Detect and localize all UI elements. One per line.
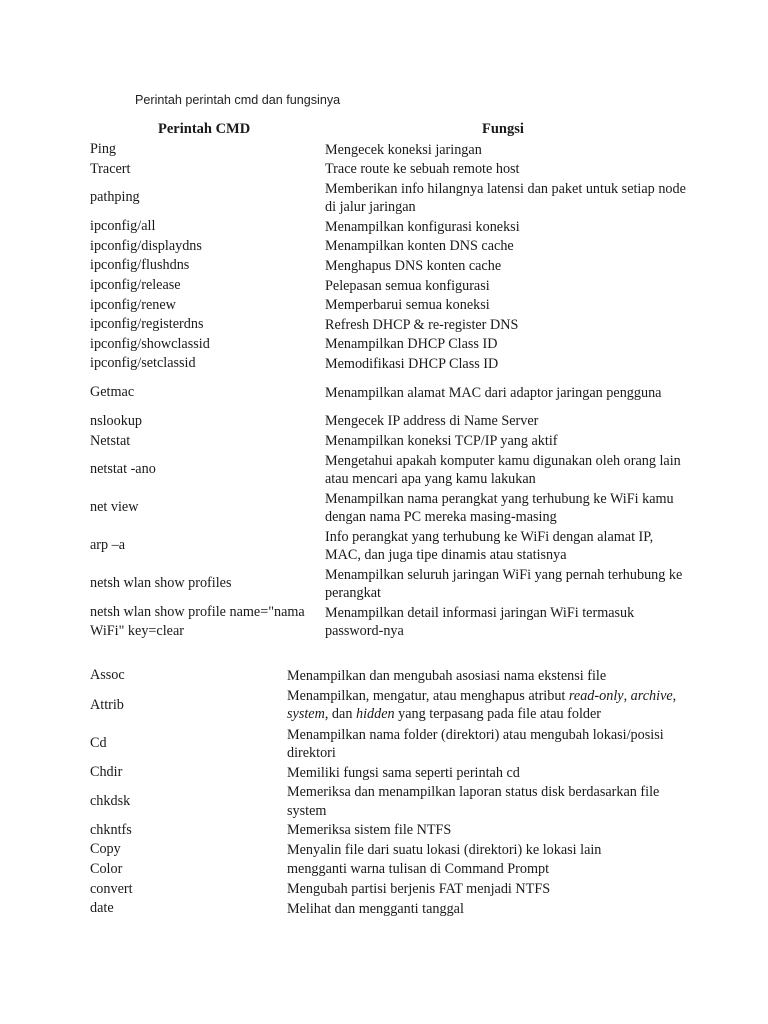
table-row — [90, 821, 690, 841]
command-cell: Cd — [90, 735, 107, 752]
function-cell: Menyalin file dari suatu lokasi (direktori) ke lokasi lain — [287, 841, 602, 858]
column-header-command: Perintah CMD — [158, 121, 251, 137]
function-cell: Menampilkan nama perangkat yang terhubung ke WiFi kamu dengan nama PC mereka masing-masing — [325, 490, 674, 526]
command-cell: pathping — [90, 189, 140, 206]
table-row — [90, 217, 690, 237]
command-table-network — [90, 140, 690, 641]
table-row — [90, 686, 690, 726]
function-text: , — [672, 687, 677, 704]
table-row — [90, 603, 690, 641]
table-row — [90, 374, 690, 412]
command-cell: chkntfs — [90, 821, 132, 838]
command-cell: ipconfig/release — [90, 277, 181, 294]
function-cell: Menampilkan konfigurasi koneksi — [325, 218, 520, 235]
table-row — [90, 237, 690, 257]
function-cell: Mengecek IP address di Name Server — [325, 413, 539, 430]
command-cell: nslookup — [90, 412, 143, 429]
table-row — [90, 840, 690, 860]
table-row — [90, 256, 690, 276]
table-row — [90, 160, 690, 180]
table-row — [90, 179, 690, 217]
command-cell: netsh wlan show profile name="nama WiFi" key=clear — [90, 603, 309, 640]
function-cell: Info perangkat yang terhubung ke WiFi dengan alamat IP, MAC, dan juga tipe dinamis atau statisnya — [325, 528, 654, 564]
table-row — [90, 783, 690, 821]
column-header-function: Fungsi — [482, 121, 524, 137]
function-cell: Pelepasan semua konfigurasi — [325, 277, 490, 294]
function-cell: Memeriksa dan menampilkan laporan status disk berdasarkan file system — [287, 784, 660, 819]
function-cell: Memeriksa sistem file NTFS — [287, 822, 452, 839]
attribute-system: system — [287, 706, 325, 723]
command-cell: date — [90, 900, 114, 917]
function-cell: Menghapus DNS konten cache — [325, 257, 502, 274]
command-cell: chkdsk — [90, 792, 131, 809]
command-cell: Color — [90, 860, 123, 877]
command-cell: Attrib — [90, 696, 124, 713]
table-row — [90, 335, 690, 355]
command-cell: ipconfig/flushdns — [90, 257, 190, 274]
command-cell: Ping — [90, 141, 117, 158]
command-table-general — [90, 666, 690, 919]
function-cell: Melihat dan mengganti tanggal — [287, 900, 464, 917]
table-row — [90, 527, 690, 565]
function-text: , — [623, 687, 631, 704]
command-cell: convert — [90, 880, 133, 897]
command-cell: arp –a — [90, 537, 126, 554]
function-cell: mengganti warna tulisan di Command Prompt — [287, 861, 550, 878]
attribute-hidden: hidden — [355, 706, 395, 723]
function-cell: Menampilkan alamat MAC dari adaptor jaringan pengguna — [325, 384, 662, 401]
command-cell: ipconfig/registerdns — [90, 316, 204, 333]
table-row — [90, 276, 690, 296]
function-cell: Mengetahui apakah komputer kamu digunakan oleh orang lain atau mencari apa yang kamu lakukan — [325, 452, 681, 488]
command-cell: net view — [90, 499, 139, 516]
function-cell: Menampilkan nama folder (direktori) atau mengubah lokasi/posisi direktori — [287, 726, 664, 762]
table-row — [90, 899, 690, 919]
table-row — [90, 565, 690, 603]
function-text: Menampilkan, mengatur, atau menghapus atribut — [287, 687, 569, 704]
table-row — [90, 763, 690, 783]
function-cell: Menampilkan detail informasi jaringan WiFi termasuk password-nya — [325, 604, 635, 640]
command-cell: ipconfig/renew — [90, 296, 176, 313]
table-row — [90, 489, 690, 527]
function-cell: Mengecek koneksi jaringan — [325, 141, 482, 158]
attribute-read-only: read-only — [568, 687, 624, 704]
function-cell: Menampilkan koneksi TCP/IP yang aktif — [325, 433, 558, 450]
table-row — [90, 451, 690, 489]
function-cell: Refresh DHCP & re-register DNS — [325, 316, 519, 333]
table-row — [90, 354, 690, 374]
table-row — [90, 860, 690, 880]
command-cell: ipconfig/showclassid — [90, 335, 210, 352]
function-cell: Memberikan info hilangnya latensi dan paket untuk setiap node di jalur jaringan — [325, 180, 686, 216]
command-cell: ipconfig/all — [90, 218, 156, 235]
command-cell: ipconfig/displaydns — [90, 237, 202, 254]
table-row — [90, 725, 690, 763]
function-cell — [287, 687, 690, 724]
function-cell: Memodifikasi DHCP Class ID — [325, 355, 499, 372]
function-text: , dan — [324, 706, 356, 723]
table-row — [90, 432, 690, 452]
function-cell: Menampilkan dan mengubah asosiasi nama ekstensi file — [287, 667, 607, 684]
command-cell: Copy — [90, 841, 121, 858]
function-cell: Memiliki fungsi sama seperti perintah cd — [287, 764, 520, 781]
table-row — [90, 666, 690, 686]
command-cell: ipconfig/setclassid — [90, 355, 196, 372]
command-cell: Netstat — [90, 432, 131, 449]
command-cell: Chdir — [90, 764, 123, 781]
page-title: Perintah perintah cmd dan fungsinya — [135, 93, 341, 107]
table-row — [90, 140, 690, 160]
function-cell: Memperbarui semua koneksi — [325, 297, 490, 314]
function-cell: Menampilkan konten DNS cache — [325, 238, 514, 255]
function-cell: Menampilkan DHCP Class ID — [325, 336, 498, 353]
table-row — [90, 296, 690, 316]
function-cell: Mengubah partisi berjenis FAT menjadi NTFS — [287, 881, 551, 898]
function-cell: Menampilkan seluruh jaringan WiFi yang pernah terhubung ke perangkat — [325, 566, 683, 602]
table-row — [90, 879, 690, 899]
command-cell: Tracert — [90, 160, 131, 177]
attribute-archive: archive — [630, 687, 673, 704]
table-row — [90, 412, 690, 432]
command-cell: Getmac — [90, 384, 135, 401]
function-text: yang terpasang pada file atau folder — [394, 706, 602, 723]
command-cell: netstat -ano — [90, 461, 156, 478]
table-row — [90, 315, 690, 335]
command-cell: netsh wlan show profiles — [90, 575, 232, 592]
command-cell: Assoc — [90, 667, 125, 684]
function-cell: Trace route ke sebuah remote host — [325, 161, 520, 178]
